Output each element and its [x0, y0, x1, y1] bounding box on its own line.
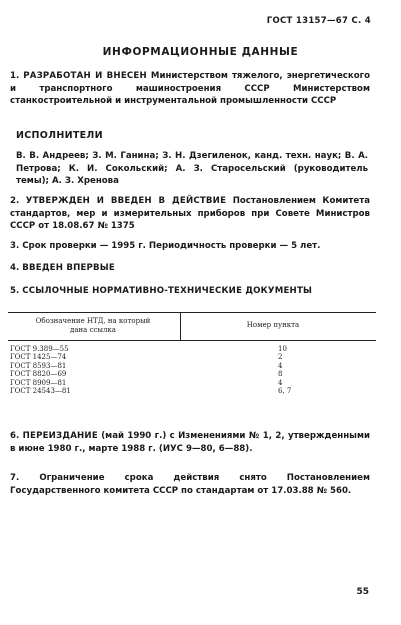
table-cell-clause: 4: [278, 361, 283, 370]
table-cell-document: ГОСТ 24543—81: [10, 386, 71, 395]
item-5-number: 5.: [10, 286, 20, 296]
item-1-lead: РАЗРАБОТАН И ВНЕСЕН: [23, 71, 147, 81]
page-title: ИНФОРМАЦИОННЫЕ ДАННЫЕ: [102, 46, 299, 58]
item-6-lead: ПЕРЕИЗДАНИЕ: [22, 431, 98, 441]
item-5: [10, 285, 370, 298]
table-header-divider: [180, 312, 181, 340]
table-cell-document: ГОСТ 8593—81: [10, 361, 67, 370]
table-cell-clause: 8: [278, 370, 283, 379]
table-cell-clause: 10: [278, 345, 287, 353]
item-1-number: 1.: [10, 71, 20, 81]
table-row: [8, 353, 376, 361]
item-3-number: 3.: [10, 241, 20, 251]
table-header-rule: [8, 340, 376, 341]
item-2-lead: УТВЕРЖДЕН И ВВЕДЕН В ДЕЙСТВИЕ: [25, 196, 227, 206]
page-number: 55: [356, 587, 369, 597]
table-cell-document: ГОСТ 1425—74: [10, 353, 67, 362]
item-4-number: 4.: [10, 263, 20, 273]
table-cell-clause: 6, 7: [278, 386, 292, 395]
item-7-text: Ограничение срока действия снято Постановлением Государственного комитета СССР по стандартам от 17.03.88 № 560.: [10, 473, 370, 496]
item-1-text: Министерством тяжелого, энергетического и транспортного машиностроения СССР Министерством станкостроительной и инструментальной промышленности СССР: [10, 71, 370, 106]
table-row: [8, 362, 376, 370]
standard-header: ГОСТ 13157—67 С. 4: [266, 16, 371, 26]
table-cell-document: ГОСТ 8909—81: [10, 378, 67, 387]
table-header-clause: Номер пункта: [246, 321, 300, 329]
table-row: [8, 387, 376, 395]
table-body: [8, 345, 376, 395]
table-top-rule: [8, 312, 376, 313]
table-cell-clause: 4: [278, 378, 283, 387]
item-6-text: (май 1990 г.) с Изменениями № 1, 2, утвержденными в июне 1980 г., марте 1988 г. (ИУС 9—80, 6—88).: [10, 431, 370, 454]
table-cell-document: ГОСТ 8820—69: [10, 370, 67, 379]
executors-text: В. В. Андреев; З. М. Ганина; З. Н. Дзегиленок, канд. техн. наук; В. А. Петрова; К. И. Сокольский; А. З. Старосельский (руководитель темы); А. З. Хренова: [16, 151, 368, 186]
item-4: [10, 262, 370, 275]
item-2-text: Постановлением Комитета стандартов, мер и измерительных приборов при Совете Министров СССР от 18.08.67 № 1375: [10, 196, 370, 231]
item-2-number: 2.: [10, 196, 20, 206]
item-3-text: Срок проверки — 1995 г. Периодичность проверки — 5 лет.: [22, 241, 321, 251]
item-3: [10, 240, 370, 253]
table-row: [8, 370, 376, 378]
table-header-document: Обозначение НТД, на который дана ссылка: [35, 317, 151, 334]
table-cell-clause: 2: [278, 353, 283, 362]
item-1: [10, 70, 370, 108]
item-7-number: 7.: [10, 473, 20, 483]
table-row: [8, 379, 376, 387]
item-4-lead: ВВЕДЕН ВПЕРВЫЕ: [22, 263, 115, 273]
item-7: [10, 472, 370, 497]
table-row: [8, 345, 376, 353]
item-6: [10, 430, 370, 455]
executors-heading: ИСПОЛНИТЕЛИ: [16, 130, 103, 141]
item-6-number: 6.: [10, 431, 20, 441]
item-2: [10, 195, 370, 233]
item-5-lead: ССЫЛОЧНЫЕ НОРМАТИВНО-ТЕХНИЧЕСКИЕ ДОКУМЕНТЫ: [22, 286, 313, 296]
table-cell-document: ГОСТ 9.389—55: [10, 345, 69, 353]
